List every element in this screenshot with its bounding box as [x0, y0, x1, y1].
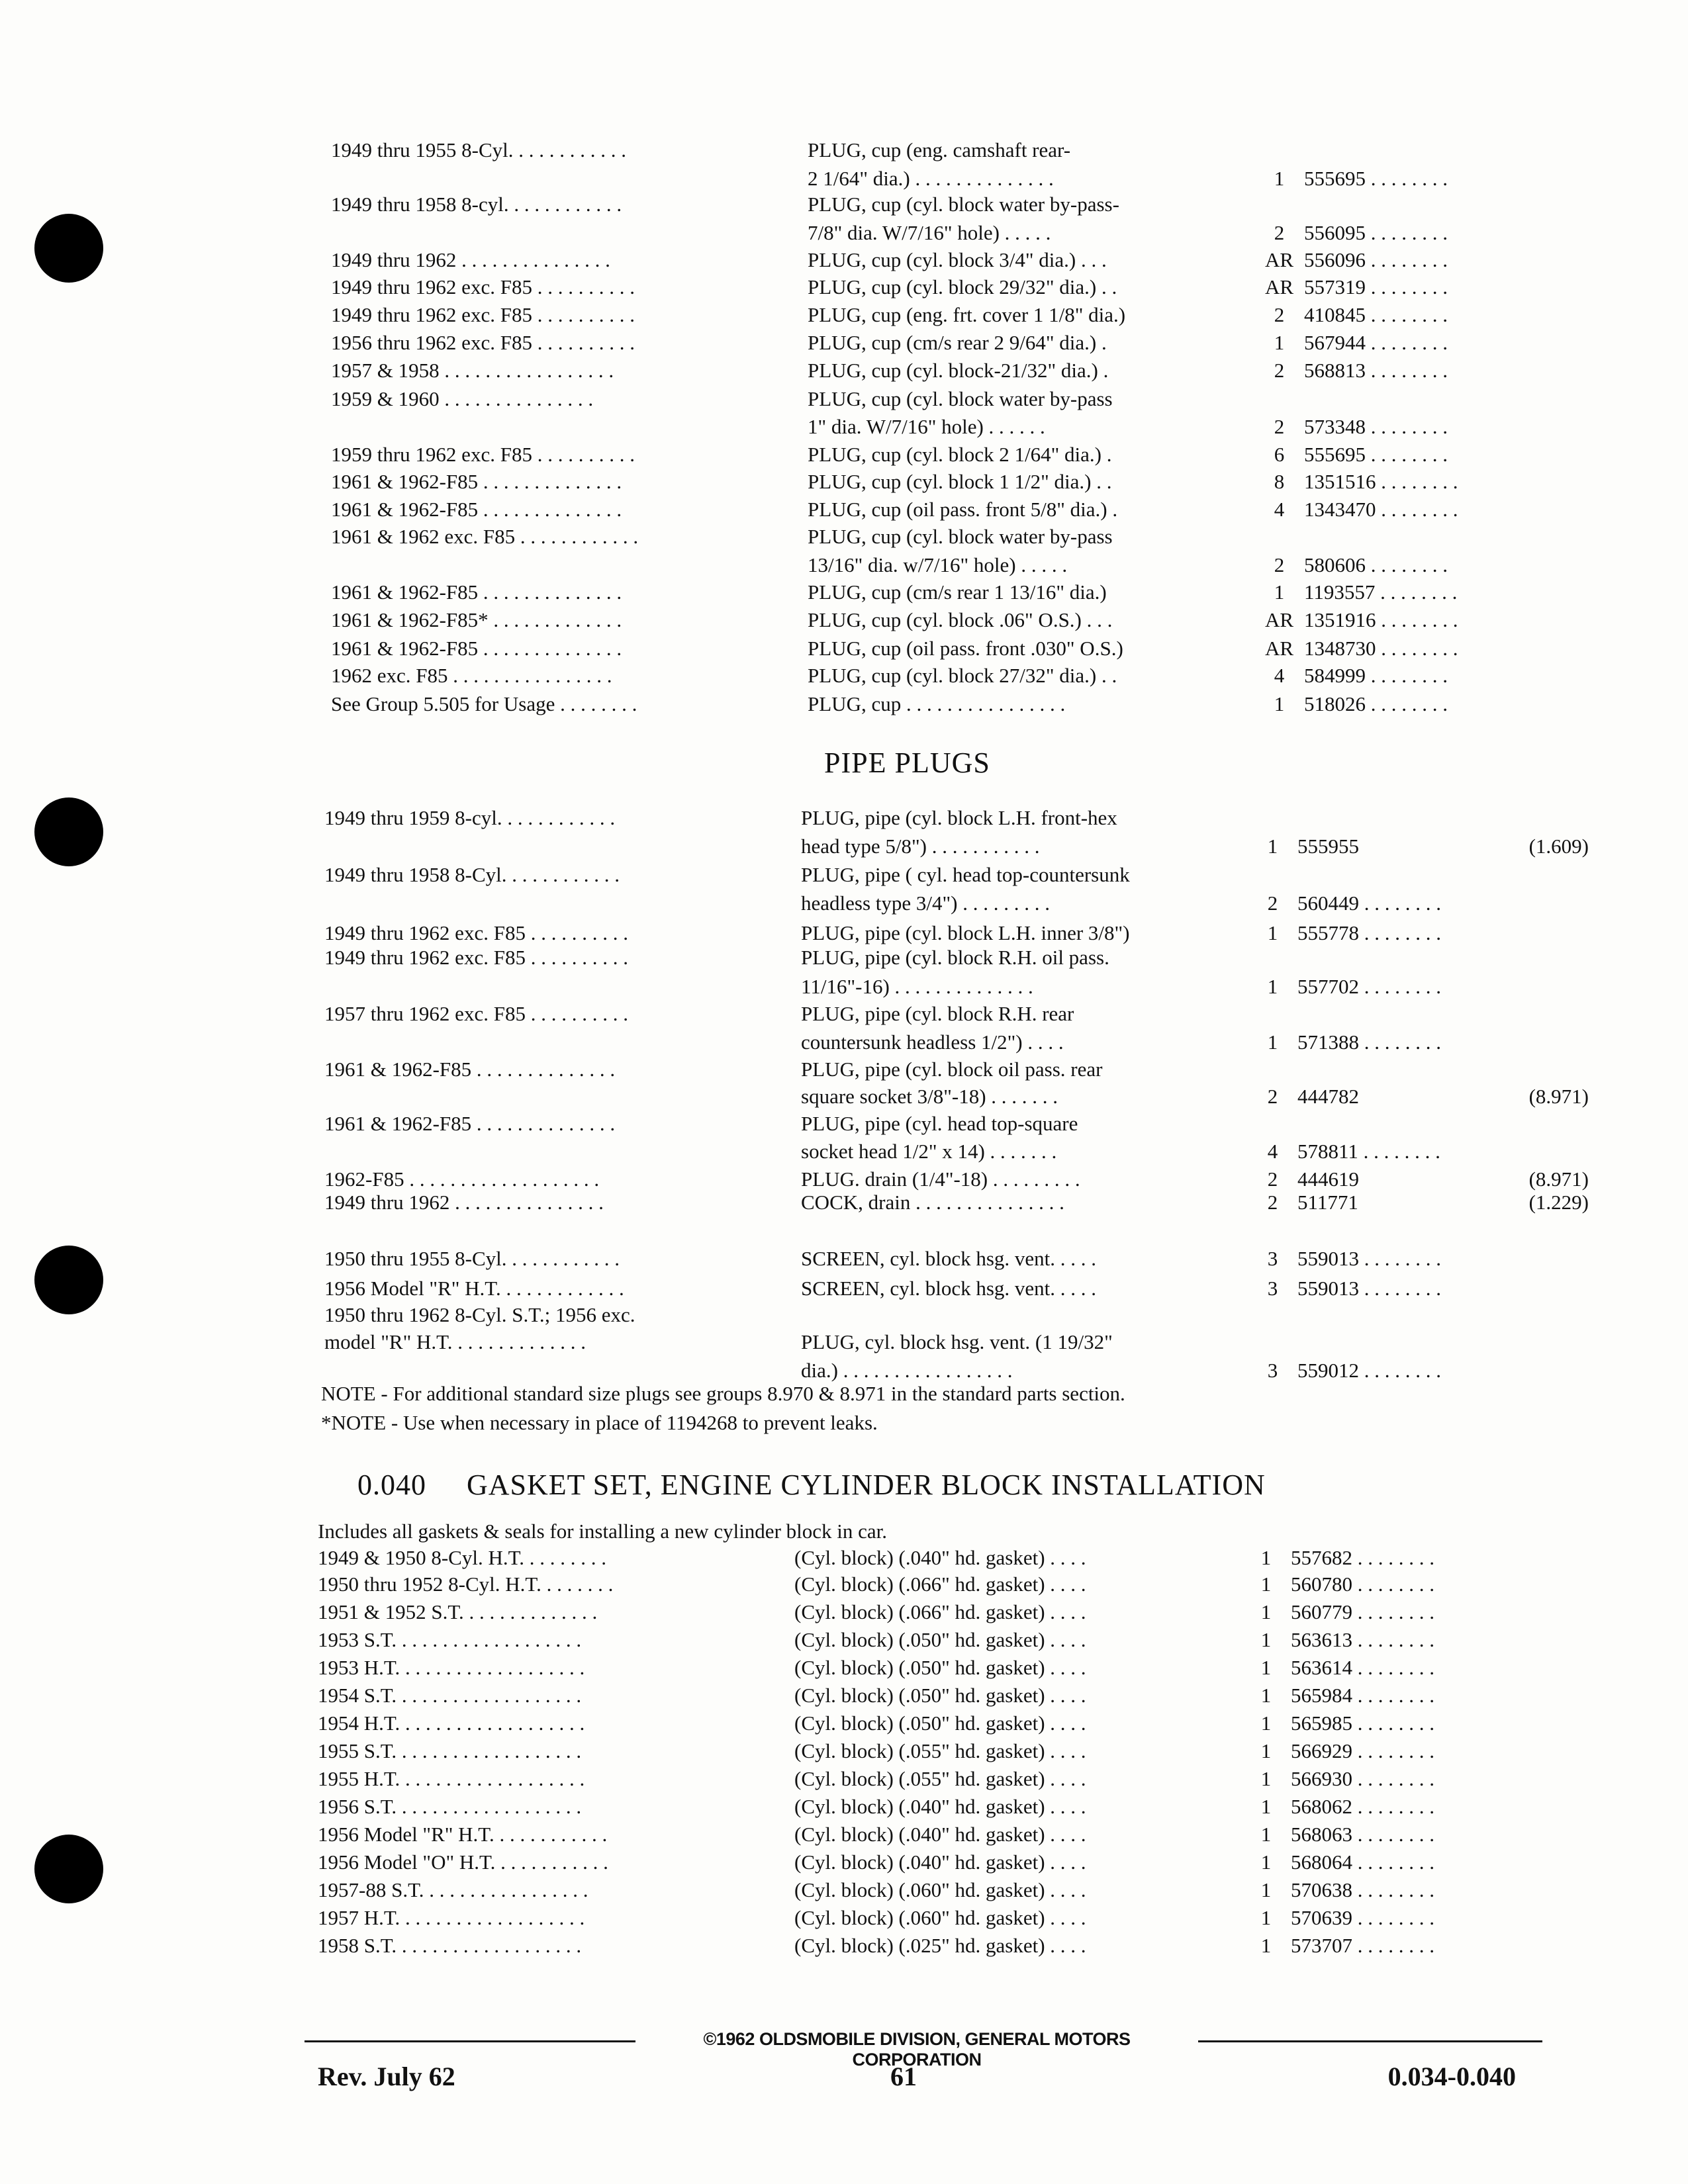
row-model: 1961 & 1962-F85 . . . . . . . . . . . . . . [331, 470, 622, 493]
row-model: 1949 thru 1962 . . . . . . . . . . . . . . . [324, 1191, 604, 1214]
row-model: 1957 thru 1962 exc. F85 . . . . . . . . . . [324, 1002, 628, 1025]
row-desc: 2 1/64" dia.) . . . . . . . . . . . . . . [808, 167, 1054, 190]
row-qty: 1 [1260, 1711, 1272, 1735]
row-model: 1949 thru 1955 8-Cyl. . . . . . . . . . . . [331, 138, 627, 161]
row-part: 518026 . . . . . . . . [1304, 692, 1448, 715]
row-ref: (8.971) [1528, 1167, 1589, 1191]
gasket-intro: Includes all gaskets & seals for installing a new cylinder block in car. [318, 1520, 888, 1543]
row-model: 1956 Model "O" H.T. . . . . . . . . . . . [318, 1850, 608, 1874]
row-qty: 1 [1260, 1934, 1272, 1957]
row-part: 511771 [1297, 1191, 1358, 1214]
row-model: 1961 & 1962-F85 . . . . . . . . . . . . . . [324, 1112, 616, 1135]
row-qty: 1 [1274, 331, 1285, 354]
row-model: 1949 thru 1958 8-Cyl. . . . . . . . . . . . [324, 863, 620, 886]
revision-date: Rev. July 62 [318, 2062, 455, 2091]
row-qty: 1 [1267, 835, 1278, 858]
row-qty: 1 [1274, 692, 1285, 715]
row-qty: 1 [1274, 167, 1285, 190]
row-part: 580606 . . . . . . . . [1304, 553, 1448, 576]
row-desc: PLUG, cup (eng. camshaft rear- [808, 138, 1071, 161]
pipe-plugs-heading: PIPE PLUGS [824, 747, 990, 779]
row-desc: PLUG, pipe (cyl. block oil pass. rear [801, 1058, 1103, 1081]
row-qty: 1 [1260, 1767, 1272, 1790]
row-model: 1951 & 1952 S.T. . . . . . . . . . . . . . [318, 1600, 598, 1623]
row-part: 1351516 . . . . . . . . [1304, 470, 1458, 493]
row-model: 1950 thru 1955 8-Cyl. . . . . . . . . . . . [324, 1247, 620, 1270]
row-model: 1961 & 1962-F85 . . . . . . . . . . . . . . [324, 1058, 616, 1081]
row-desc: countersunk headless 1/2") . . . . [801, 1030, 1064, 1054]
row-qty: 3 [1267, 1247, 1278, 1270]
row-part: 570639 . . . . . . . . [1291, 1906, 1434, 1929]
row-qty: 1 [1260, 1739, 1272, 1762]
row-qty: 1 [1260, 1684, 1272, 1707]
row-part: 567944 . . . . . . . . [1304, 331, 1448, 354]
row-desc: head type 5/8") . . . . . . . . . . . [801, 835, 1040, 858]
row-model: 1950 thru 1962 8-Cyl. S.T.; 1956 exc. [324, 1303, 635, 1326]
row-desc: (Cyl. block) (.040" hd. gasket) . . . . [794, 1546, 1086, 1569]
row-qty: 1 [1260, 1878, 1272, 1901]
row-qty: AR [1264, 608, 1294, 631]
row-part: 573348 . . . . . . . . [1304, 415, 1448, 438]
row-qty: 1 [1260, 1572, 1272, 1596]
row-qty: 6 [1274, 443, 1285, 466]
row-qty: 1 [1267, 921, 1278, 944]
row-qty: 1 [1260, 1850, 1272, 1874]
row-part: 444782 [1297, 1085, 1359, 1108]
row-desc: PLUG, pipe ( cyl. head top-countersunk [801, 863, 1130, 886]
row-qty: 2 [1267, 1085, 1278, 1108]
row-model: 1961 & 1962 exc. F85 . . . . . . . . . . . . [331, 525, 639, 548]
row-qty: 2 [1267, 1167, 1278, 1191]
row-part: 578811 . . . . . . . . [1297, 1140, 1440, 1163]
row-desc: SCREEN, cyl. block hsg. vent. . . . . [801, 1277, 1097, 1300]
row-ref: (8.971) [1528, 1085, 1589, 1108]
row-model: 1953 H.T. . . . . . . . . . . . . . . . . . . [318, 1656, 585, 1679]
row-model: 1961 & 1962-F85* . . . . . . . . . . . . . [331, 608, 622, 631]
row-desc: PLUG, cup (cyl. block 3/4" dia.) . . . [808, 248, 1107, 271]
note-leak-prevention: *NOTE - Use when necessary in place of 1194268 to prevent leaks. [321, 1411, 878, 1434]
row-desc: (Cyl. block) (.040" hd. gasket) . . . . [794, 1850, 1086, 1874]
row-qty: 2 [1274, 221, 1285, 244]
row-desc: PLUG, cup (cyl. block-21/32" dia.) . [808, 359, 1109, 382]
row-part: 555778 . . . . . . . . [1297, 921, 1441, 944]
row-qty: 1 [1260, 1600, 1272, 1623]
row-desc: PLUG, cup (oil pass. front .030" O.S.) [808, 637, 1123, 660]
row-qty: 2 [1274, 303, 1285, 326]
row-desc: (Cyl. block) (.025" hd. gasket) . . . . [794, 1934, 1086, 1957]
note-standard-plugs: NOTE - For additional standard size plugs see groups 8.970 & 8.971 in the standard parts section. [321, 1382, 1125, 1405]
row-model: 1949 thru 1962 . . . . . . . . . . . . . . . [331, 248, 610, 271]
row-model: 1949 thru 1962 exc. F85 . . . . . . . . . . [324, 946, 628, 969]
row-desc: (Cyl. block) (.040" hd. gasket) . . . . [794, 1795, 1086, 1818]
row-desc: PLUG, pipe (cyl. block R.H. rear [801, 1002, 1074, 1025]
row-part: 560449 . . . . . . . . [1297, 891, 1441, 915]
row-qty: 2 [1274, 359, 1285, 382]
row-desc: (Cyl. block) (.060" hd. gasket) . . . . [794, 1906, 1086, 1929]
row-desc: square socket 3/8"-18) . . . . . . . [801, 1085, 1058, 1108]
row-desc: PLUG, pipe (cyl. block L.H. inner 3/8") [801, 921, 1130, 944]
page-number: 61 [890, 2062, 917, 2091]
row-part: 1348730 . . . . . . . . [1304, 637, 1458, 660]
row-desc: (Cyl. block) (.055" hd. gasket) . . . . [794, 1767, 1086, 1790]
row-desc: PLUG, cup . . . . . . . . . . . . . . . . [808, 692, 1066, 715]
row-part: 568063 . . . . . . . . [1291, 1823, 1434, 1846]
row-desc: PLUG, cup (eng. frt. cover 1 1/8" dia.) [808, 303, 1126, 326]
row-model: 1957 H.T. . . . . . . . . . . . . . . . . . . [318, 1906, 585, 1929]
row-part: 559012 . . . . . . . . [1297, 1359, 1441, 1382]
row-desc: PLUG, cup (cyl. block water by-pass [808, 525, 1113, 548]
row-qty: 3 [1267, 1359, 1278, 1382]
row-desc: 11/16"-16) . . . . . . . . . . . . . . [801, 975, 1033, 998]
row-model: 1956 Model "R" H.T. . . . . . . . . . . . [318, 1823, 608, 1846]
row-desc: PLUG, cup (cm/s rear 1 13/16" dia.) [808, 580, 1107, 604]
row-qty: 2 [1274, 415, 1285, 438]
row-model: 1950 thru 1952 8-Cyl. H.T. . . . . . . . [318, 1572, 614, 1596]
row-desc: dia.) . . . . . . . . . . . . . . . . . [801, 1359, 1013, 1382]
copyright: ©1962 OLDSMOBILE DIVISION, GENERAL MOTORS CORPORATION [703, 2029, 1131, 2070]
row-desc: PLUG, cup (oil pass. front 5/8" dia.) . [808, 498, 1118, 521]
gasket-group-number: 0.040 [357, 1469, 426, 1501]
row-desc: 13/16" dia. w/7/16" hole) . . . . . [808, 553, 1068, 576]
row-desc: COCK, drain . . . . . . . . . . . . . . . [801, 1191, 1064, 1214]
row-qty: 4 [1274, 498, 1285, 521]
row-qty: 1 [1274, 580, 1285, 604]
row-model: 1954 H.T. . . . . . . . . . . . . . . . . . . [318, 1711, 585, 1735]
group-range: 0.034-0.040 [1387, 2062, 1516, 2091]
row-model: See Group 5.505 for Usage . . . . . . . . [331, 692, 637, 715]
row-part: 584999 . . . . . . . . [1304, 664, 1448, 687]
row-model: 1956 S.T. . . . . . . . . . . . . . . . . . . [318, 1795, 582, 1818]
row-desc: (Cyl. block) (.050" hd. gasket) . . . . [794, 1711, 1086, 1735]
row-desc: (Cyl. block) (.066" hd. gasket) . . . . [794, 1572, 1086, 1596]
row-model: 1949 & 1950 8-Cyl. H.T. . . . . . . . . [318, 1546, 606, 1569]
row-part: 566929 . . . . . . . . [1291, 1739, 1434, 1762]
row-model: model "R" H.T. . . . . . . . . . . . . . [324, 1330, 586, 1353]
row-part: 1343470 . . . . . . . . [1304, 498, 1458, 521]
row-part: 559013 . . . . . . . . [1297, 1247, 1441, 1270]
row-part: 568813 . . . . . . . . [1304, 359, 1448, 382]
row-part: 560780 . . . . . . . . [1291, 1572, 1434, 1596]
row-desc: (Cyl. block) (.050" hd. gasket) . . . . [794, 1656, 1086, 1679]
row-part: 563614 . . . . . . . . [1291, 1656, 1434, 1679]
row-qty: 1 [1260, 1823, 1272, 1846]
row-desc: PLUG, cup (cyl. block 1 1/2" dia.) . . [808, 470, 1112, 493]
row-part: 568062 . . . . . . . . [1291, 1795, 1434, 1818]
row-model: 1957 & 1958 . . . . . . . . . . . . . . . . . [331, 359, 614, 382]
row-desc: (Cyl. block) (.040" hd. gasket) . . . . [794, 1823, 1086, 1846]
row-qty: 1 [1267, 975, 1278, 998]
row-part: 556095 . . . . . . . . [1304, 221, 1448, 244]
row-part: 1351916 . . . . . . . . [1304, 608, 1458, 631]
row-qty: 3 [1267, 1277, 1278, 1300]
row-model: 1961 & 1962-F85 . . . . . . . . . . . . . . [331, 580, 622, 604]
row-qty: 1 [1260, 1906, 1272, 1929]
row-part: 557319 . . . . . . . . [1304, 275, 1448, 298]
row-part: 565985 . . . . . . . . [1291, 1711, 1434, 1735]
row-part: 555955 [1297, 835, 1359, 858]
row-desc: PLUG, cup (cyl. block 29/32" dia.) . . [808, 275, 1117, 298]
row-qty: 8 [1274, 470, 1285, 493]
row-desc: PLUG, cup (cyl. block 2 1/64" dia.) . [808, 443, 1112, 466]
row-part: 1193557 . . . . . . . . [1304, 580, 1458, 604]
row-desc: (Cyl. block) (.066" hd. gasket) . . . . [794, 1600, 1086, 1623]
row-model: 1956 thru 1962 exc. F85 . . . . . . . . . . [331, 331, 635, 354]
row-model: 1949 thru 1958 8-cyl. . . . . . . . . . . . [331, 193, 622, 216]
row-qty: 1 [1260, 1546, 1272, 1569]
row-model: 1949 thru 1962 exc. F85 . . . . . . . . . . [324, 921, 628, 944]
row-part: 557702 . . . . . . . . [1297, 975, 1441, 998]
row-part: 566930 . . . . . . . . [1291, 1767, 1434, 1790]
row-qty: AR [1264, 275, 1294, 298]
row-part: 573707 . . . . . . . . [1291, 1934, 1434, 1957]
row-qty: 2 [1267, 891, 1278, 915]
row-part: 571388 . . . . . . . . [1297, 1030, 1441, 1054]
row-part: 570638 . . . . . . . . [1291, 1878, 1434, 1901]
row-desc: 1" dia. W/7/16" hole) . . . . . . [808, 415, 1045, 438]
row-desc: PLUG, cup (cyl. block 27/32" dia.) . . [808, 664, 1117, 687]
row-model: 1949 thru 1962 exc. F85 . . . . . . . . . . [331, 303, 635, 326]
row-desc: (Cyl. block) (.055" hd. gasket) . . . . [794, 1739, 1086, 1762]
row-desc: headless type 3/4") . . . . . . . . . [801, 891, 1050, 915]
row-desc: PLUG, cup (cyl. block water by-pass- [808, 193, 1119, 216]
row-model: 1956 Model "R" H.T. . . . . . . . . . . . . [324, 1277, 624, 1300]
row-model: 1955 S.T. . . . . . . . . . . . . . . . . . . [318, 1739, 582, 1762]
row-model: 1954 S.T. . . . . . . . . . . . . . . . . . . [318, 1684, 582, 1707]
row-desc: (Cyl. block) (.060" hd. gasket) . . . . [794, 1878, 1086, 1901]
row-part: 555695 . . . . . . . . [1304, 167, 1448, 190]
row-desc: PLUG, cup (cyl. block .06" O.S.) . . . [808, 608, 1113, 631]
row-part: 568064 . . . . . . . . [1291, 1850, 1434, 1874]
row-part: 560779 . . . . . . . . [1291, 1600, 1434, 1623]
gasket-group-title: GASKET SET, ENGINE CYLINDER BLOCK INSTALLATION [467, 1469, 1266, 1501]
row-model: 1957-88 S.T. . . . . . . . . . . . . . . . . [318, 1878, 588, 1901]
row-desc: (Cyl. block) (.050" hd. gasket) . . . . [794, 1684, 1086, 1707]
row-model: 1961 & 1962-F85 . . . . . . . . . . . . . . [331, 637, 622, 660]
row-model: 1949 thru 1959 8-cyl. . . . . . . . . . . . [324, 806, 616, 829]
row-qty: 4 [1274, 664, 1285, 687]
row-qty: AR [1264, 248, 1294, 271]
row-model: 1955 H.T. . . . . . . . . . . . . . . . . . . [318, 1767, 585, 1790]
row-ref: (1.229) [1528, 1191, 1589, 1214]
row-part: 563613 . . . . . . . . [1291, 1628, 1434, 1651]
row-desc: PLUG. drain (1/4"-18) . . . . . . . . . [801, 1167, 1080, 1191]
row-qty: 1 [1260, 1795, 1272, 1818]
row-part: 557682 . . . . . . . . [1291, 1546, 1434, 1569]
row-desc: PLUG, cyl. block hsg. vent. (1 19/32" [801, 1330, 1113, 1353]
row-desc: (Cyl. block) (.050" hd. gasket) . . . . [794, 1628, 1086, 1651]
row-desc: PLUG, pipe (cyl. block L.H. front-hex [801, 806, 1117, 829]
row-qty: 4 [1267, 1140, 1278, 1163]
row-part: 565984 . . . . . . . . [1291, 1684, 1434, 1707]
row-qty: 2 [1267, 1191, 1278, 1214]
row-desc: PLUG, cup (cm/s rear 2 9/64" dia.) . [808, 331, 1107, 354]
row-desc: PLUG, pipe (cyl. head top-square [801, 1112, 1078, 1135]
row-part: 555695 . . . . . . . . [1304, 443, 1448, 466]
row-model: 1961 & 1962-F85 . . . . . . . . . . . . . . [331, 498, 622, 521]
row-qty: 1 [1267, 1030, 1278, 1054]
row-desc: 7/8" dia. W/7/16" hole) . . . . . [808, 221, 1051, 244]
row-desc: socket head 1/2" x 14) . . . . . . . [801, 1140, 1057, 1163]
row-ref: (1.609) [1528, 835, 1589, 858]
row-model: 1953 S.T. . . . . . . . . . . . . . . . . . . [318, 1628, 582, 1651]
row-qty: 2 [1274, 553, 1285, 576]
footer-rule-right [1198, 2040, 1542, 2042]
row-model: 1959 & 1960 . . . . . . . . . . . . . . . [331, 387, 594, 410]
row-desc: PLUG, cup (cyl. block water by-pass [808, 387, 1113, 410]
row-model: 1959 thru 1962 exc. F85 . . . . . . . . . . [331, 443, 635, 466]
row-part: 444619 [1297, 1167, 1359, 1191]
row-part: 559013 . . . . . . . . [1297, 1277, 1441, 1300]
row-part: 556096 . . . . . . . . [1304, 248, 1448, 271]
row-qty: AR [1264, 637, 1294, 660]
row-model: 1962-F85 . . . . . . . . . . . . . . . . . . . [324, 1167, 600, 1191]
row-model: 1962 exc. F85 . . . . . . . . . . . . . . . . [331, 664, 612, 687]
row-qty: 1 [1260, 1628, 1272, 1651]
row-qty: 1 [1260, 1656, 1272, 1679]
row-part: 410845 . . . . . . . . [1304, 303, 1448, 326]
row-desc: PLUG, pipe (cyl. block R.H. oil pass. [801, 946, 1109, 969]
row-model: 1949 thru 1962 exc. F85 . . . . . . . . . . [331, 275, 635, 298]
row-model: 1958 S.T. . . . . . . . . . . . . . . . . . . [318, 1934, 582, 1957]
footer-rule-left [305, 2040, 635, 2042]
row-desc: SCREEN, cyl. block hsg. vent. . . . . [801, 1247, 1097, 1270]
